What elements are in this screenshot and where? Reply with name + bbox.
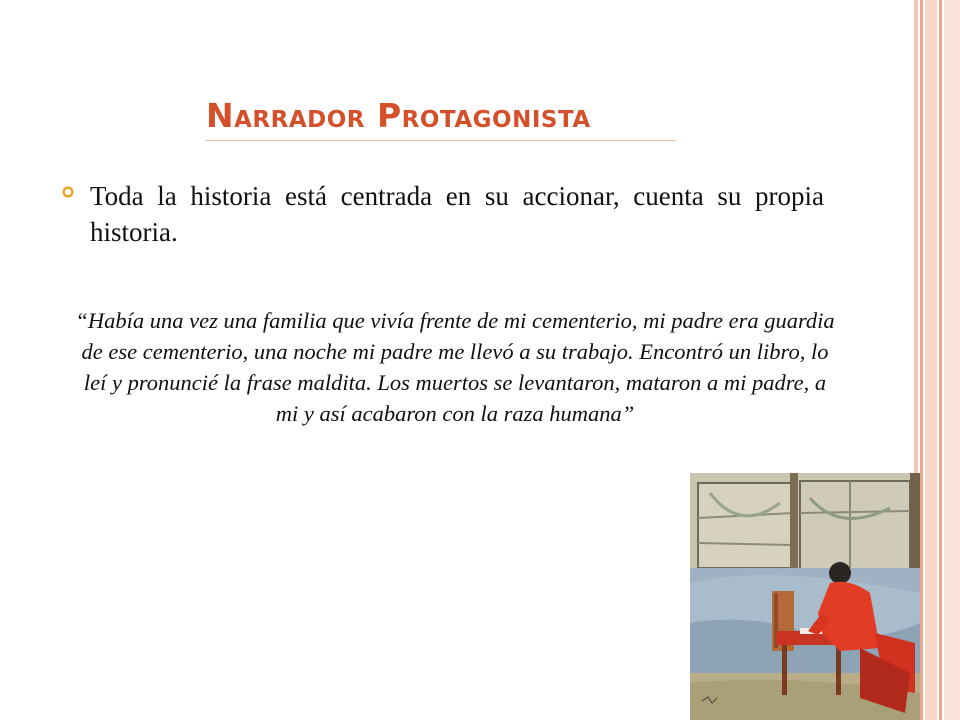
decorative-stripes — [914, 0, 960, 720]
ring-bullet-icon — [62, 186, 74, 198]
painting-image — [690, 473, 920, 720]
slide-title: Narrador Protagonista — [206, 96, 591, 135]
bullet-text: Toda la historia está centrada en su accionar, cuenta su propia historia. — [90, 181, 824, 247]
bullet-item — [62, 178, 824, 250]
stripe — [944, 0, 960, 720]
stripe — [925, 0, 937, 720]
title-divider — [206, 140, 676, 141]
stripe — [939, 0, 942, 720]
stripe — [920, 0, 923, 720]
quote-text: “Había una vez una familia que vivía frente de mi cementerio, mi padre era guardia de ese cementerio, una noche mi padre me llevó a su trabajo. Encontró un libro, lo leí y pronuncié la frase maldita. Los muertos se levantaron, mataron a mi padre, a mi y así acabaron con la raza humana” — [75, 308, 835, 426]
